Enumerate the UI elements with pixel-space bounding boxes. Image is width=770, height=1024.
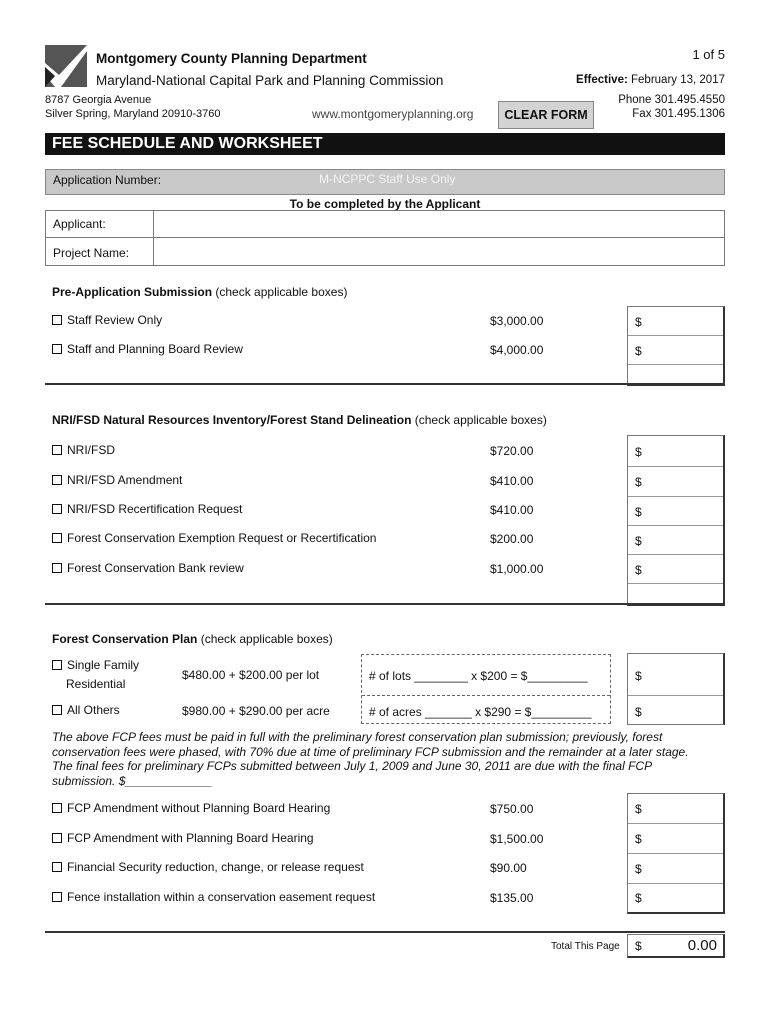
mncppc-logo [45,45,87,87]
fcp-all-others-fee: $980.00 + $290.00 per acre [182,704,330,718]
section-divider [45,931,725,933]
section-divider [45,603,725,605]
checkbox[interactable] [52,445,62,455]
project-name-input[interactable] [154,238,724,266]
nrifsd-item: NRI/FSD [52,443,115,457]
page-number: 1 of 5 [692,47,725,62]
nrifsd-amount-column [627,435,725,606]
total-label: Total This Page [551,941,620,952]
checkbox[interactable] [52,344,62,354]
effective-date [576,74,725,86]
fcp-all-others-item: All Others [52,703,120,717]
fcp-payment-note: The above FCP fees must be paid in full with the preliminary forest conservation plan submission; previously, forest conservation fees were phased, with 70% due at time of preliminary FCP submission and the remainder at a later stage. The final fees for preliminary FCPs submitted between July 1, 2009 and June 30, 2011 are due with the final FCP submission. $_____________ [52,730,689,788]
preapp-amount-column [627,306,725,386]
total-value: 0.00 [687,937,717,954]
fcp-item: Fence installation within a conservation easement request [52,890,375,904]
nrifsd-item: NRI/FSD Recertification Request [52,502,242,516]
nrifsd-section-title: NRI/FSD Natural Resources Inventory/Forest Stand Delineation (check applicable boxes) [52,413,547,427]
amount-field[interactable]: $ [628,467,723,497]
fcp-fee: $1,500.00 [490,832,544,846]
amount-field[interactable]: $ [628,336,723,365]
effective-label: Effective: [576,74,628,86]
fax-number: Fax 301.495.1306 [632,108,725,120]
applicant-input[interactable] [154,211,724,237]
total-field[interactable] [627,934,725,958]
commission-name: Maryland-National Capital Park and Planning Commission [96,73,444,88]
checkbox[interactable] [52,563,62,573]
application-number-bar [45,169,725,195]
fcp-fee: $750.00 [490,802,534,816]
checkbox[interactable] [52,705,62,715]
checkbox[interactable] [52,862,62,872]
fcp-single-family-fee: $480.00 + $200.00 per lot [182,668,320,682]
section-divider [45,383,725,385]
fcp-fee: $135.00 [490,891,534,905]
checkbox[interactable] [52,803,62,813]
fcp-calc-amount-column [627,653,725,725]
project-name-row [46,238,724,265]
preapp-fee: $4,000.00 [490,343,544,357]
nrifsd-fee: $1,000.00 [490,562,544,576]
checkbox[interactable] [52,660,62,670]
lots-calc-field[interactable]: # of lots ________ x $200 = $_________ [369,669,588,683]
fcp-item: FCP Amendment without Planning Board Hearing [52,801,330,815]
phone-number: Phone 301.495.4550 [618,94,725,106]
amount-field[interactable]: $ [628,436,723,467]
contact-numbers [618,93,725,121]
fcp-single-family-item: Single Family [52,658,139,672]
fcp-fee: $90.00 [490,861,527,875]
checkbox[interactable] [52,533,62,543]
amount-field[interactable]: $ [628,824,723,854]
nrifsd-fee: $410.00 [490,474,534,488]
effective-date-value: February 13, 2017 [631,74,725,86]
preapp-item-staff-board-review: Staff and Planning Board Review [52,342,243,356]
checkbox[interactable] [52,833,62,843]
preapp-section-title: Pre-Application Submission (check applicable boxes) [52,285,348,299]
amount-field[interactable]: $ [628,794,723,824]
checkbox[interactable] [52,475,62,485]
department-name: Montgomery County Planning Department [96,51,367,66]
fcp-single-family-label-2: Residential [66,677,126,691]
website-link[interactable]: www.montgomeryplanning.org [312,107,474,121]
checkbox[interactable] [52,315,62,325]
checkbox[interactable] [52,892,62,902]
nrifsd-fee: $720.00 [490,444,534,458]
nrifsd-item: Forest Conservation Exemption Request or Recertification [52,531,376,545]
fcp-item: FCP Amendment with Planning Board Hearing [52,831,314,845]
preapp-item-staff-review: Staff Review Only [52,313,162,327]
address [45,93,221,121]
preapp-fee: $3,000.00 [490,314,544,328]
amount-field[interactable]: $ [628,497,723,526]
address-line-2: Silver Spring, Maryland 20910-3760 [45,108,221,120]
fcp-section-title: Forest Conservation Plan (check applicable boxes) [52,632,333,646]
acres-calc-field[interactable]: # of acres _______ x $290 = $_________ [369,705,592,719]
fcp-item: Financial Security reduction, change, or release request [52,860,364,874]
staff-use-only-field[interactable]: M-NCPPC Staff Use Only [319,172,456,186]
amount-field[interactable]: $ [628,307,723,336]
amount-field[interactable]: $ [628,854,723,884]
clear-form-button[interactable]: CLEAR FORM [498,101,594,129]
amount-field[interactable]: $ [635,891,642,905]
project-name-label: Project Name: [53,246,130,260]
page-title: FEE SCHEDULE AND WORKSHEET [45,133,725,155]
amount-field[interactable]: $ [628,555,723,584]
applicant-row [46,211,724,238]
application-number-label: Application Number: [53,173,162,187]
fcp-amount-column [627,793,725,914]
nrifsd-fee: $200.00 [490,532,534,546]
amount-field[interactable]: $ [635,705,642,719]
applicant-info-table [45,210,725,266]
address-line-1: 8787 Georgia Avenue [45,94,152,106]
total-currency: $ [635,939,642,953]
fcp-calculation-box [361,654,611,724]
nrifsd-fee: $410.00 [490,503,534,517]
nrifsd-item: Forest Conservation Bank review [52,561,244,575]
checkbox[interactable] [52,504,62,514]
amount-field[interactable]: $ [628,526,723,555]
applicant-section-heading: To be completed by the Applicant [289,197,481,211]
nrifsd-item: NRI/FSD Amendment [52,473,182,487]
applicant-label: Applicant: [53,217,106,231]
amount-field[interactable]: $ [628,654,723,696]
